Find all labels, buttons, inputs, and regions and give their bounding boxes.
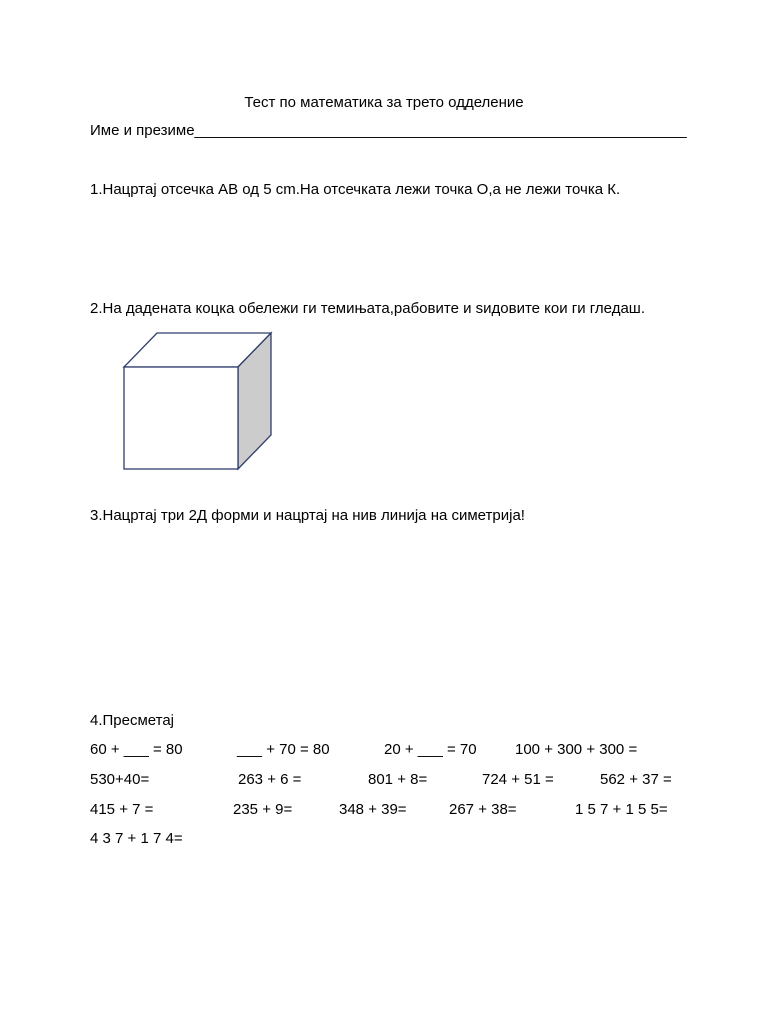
expression: 263 + 6 = — [238, 771, 302, 788]
expression: 60 + ___ = 80 — [90, 741, 183, 758]
expression: 235 + 9= — [233, 801, 293, 818]
expression: 530+40= — [90, 771, 150, 788]
expression: 724 + 51 = — [482, 771, 554, 788]
expression: 562 + 37 = — [600, 771, 672, 788]
name-field-line[interactable]: Име и презиме___________________________________________________________ — [90, 122, 687, 139]
expression: ___ + 70 = 80 — [237, 741, 330, 758]
question-4: 4.Пресметај — [90, 712, 175, 729]
question-3: 3.Нацртај три 2Д форми и нацртај на нив линија на симетрија! — [90, 507, 525, 524]
expression: 801 + 8= — [368, 771, 428, 788]
document-title: Тест по математика за трето одделение — [244, 94, 524, 111]
expression: 1 5 7 + 1 5 5= — [575, 801, 668, 818]
question-2: 2.На дадената коцка обележи ги темињата,рабовите и ѕидовите кои ги гледаш. — [90, 300, 645, 317]
cube-figure — [122, 331, 274, 473]
cube-front-face — [124, 367, 238, 469]
expression: 348 + 39= — [339, 801, 407, 818]
expression: 20 + ___ = 70 — [384, 741, 477, 758]
expression: 4 3 7 + 1 7 4= — [90, 830, 183, 847]
expression: 100 + 300 + 300 = — [515, 741, 638, 758]
question-1: 1.Нацртај отсечка АВ од 5 cm.На отсечката лежи точка О,а не лежи точка К. — [90, 181, 621, 198]
expression: 415 + 7 = — [90, 801, 154, 818]
expression: 267 + 38= — [449, 801, 517, 818]
